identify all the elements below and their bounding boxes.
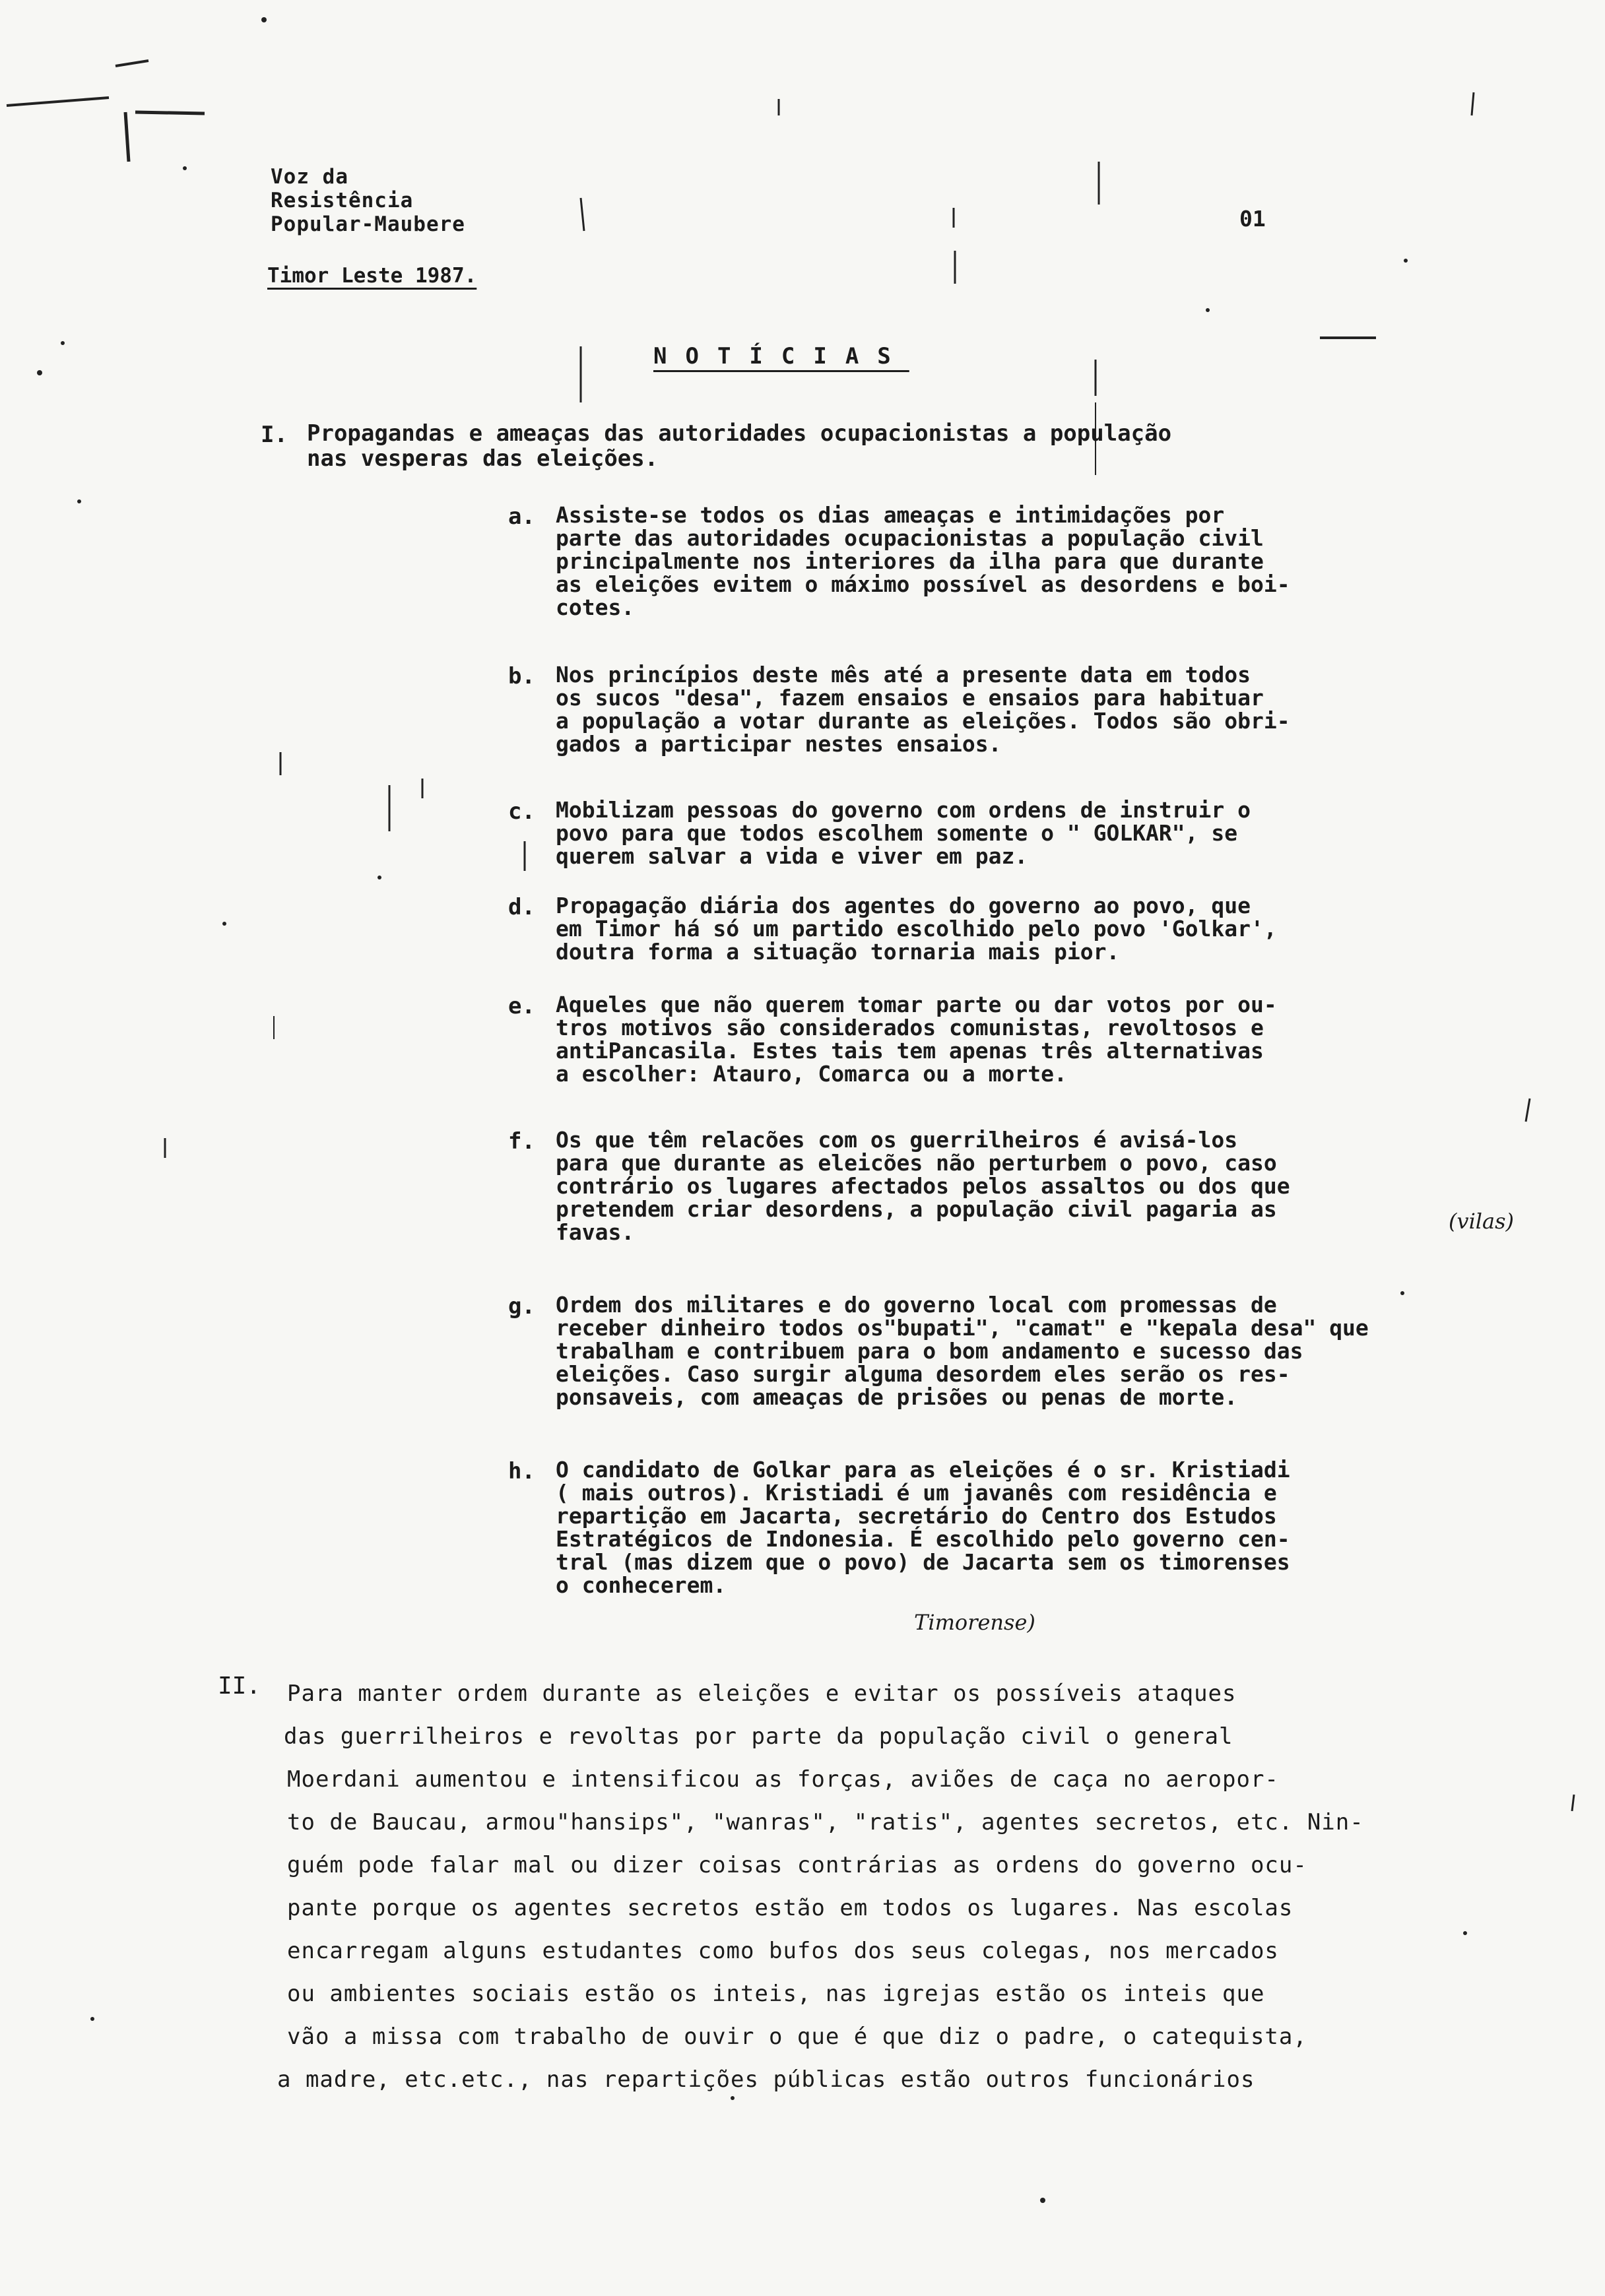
text-line: O candidato de Golkar para as eleições é o sr. Kristiadi xyxy=(556,1457,1290,1483)
item-text xyxy=(556,798,1251,868)
text-line: encarregam alguns estudantes como bufos dos seus colegas, nos mercados xyxy=(287,1938,1279,1964)
text-line: Aqueles que não querem tomar parte ou dar votos por ou- xyxy=(556,992,1277,1017)
text-line: pante porque os agentes secretos estão em todos os lugares. Nas escolas xyxy=(287,1895,1294,1921)
item-text xyxy=(556,894,1277,963)
text-line: tral (mas dizem que o povo) de Jacarta sem os timorenses xyxy=(556,1549,1290,1575)
text-line: a população a votar durante as eleições. Todos são obri- xyxy=(556,708,1290,734)
text-line: Estratégicos de Indonesia. É escolhido pelo governo cen- xyxy=(556,1526,1290,1552)
heading-line: nas vesperas das eleições. xyxy=(307,445,659,472)
text-line: contrário os lugares afectados pelos assaltos ou dos que xyxy=(556,1173,1290,1199)
text-line: principalmente nos interiores da ilha para que durante xyxy=(556,548,1264,574)
text-line: Moerdani aumentou e intensificou as forças, aviões de caça no aeropor- xyxy=(287,1766,1279,1793)
section-2-text xyxy=(277,1673,1364,2101)
text-line: ponsaveis, com ameaças de prisões ou penas de morte. xyxy=(556,1384,1238,1410)
section-2-number: II. xyxy=(218,1673,261,1700)
item-text xyxy=(556,503,1290,619)
item-label: c. xyxy=(508,798,535,825)
org-line: Resistência xyxy=(271,189,414,212)
item-label: e. xyxy=(508,993,535,1019)
org-line: Voz da xyxy=(271,165,348,189)
heading-line: Propagandas e ameaças das autoridades ocupacionistas a população xyxy=(307,420,1172,447)
text-line: to de Baucau, armou"hansips", "wanras", "ratis", agentes secretos, etc. Nin- xyxy=(287,1809,1364,1835)
page-title: NOTÍCIAS xyxy=(653,343,909,369)
page-number: 01 xyxy=(1239,206,1266,232)
text-line: parte das autoridades ocupacionistas a população civil xyxy=(556,525,1264,551)
text-line: receber dinheiro todos os"bupati", "camat" e "kepala desa" que xyxy=(556,1315,1369,1341)
item-label: a. xyxy=(508,503,535,530)
text-line: em Timor há só um partido escolhido pelo povo 'Golkar', xyxy=(556,916,1277,941)
item-text xyxy=(556,1458,1290,1597)
text-line: o conhecerem. xyxy=(556,1572,727,1598)
text-line: favas. xyxy=(556,1219,635,1245)
handwritten-note: (vilas) xyxy=(1449,1209,1515,1234)
text-line: para que durante as eleicões não perturbem o povo, caso xyxy=(556,1150,1277,1176)
text-line: guém pode falar mal ou dizer coisas contrárias as ordens do governo ocu- xyxy=(287,1852,1307,1878)
text-line: a escolher: Atauro, Comarca ou a morte. xyxy=(556,1061,1067,1087)
text-line: pretendem criar desordens, a população civil pagaria as xyxy=(556,1196,1277,1222)
text-line: eleições. Caso surgir alguma desordem eles serão os res- xyxy=(556,1361,1290,1387)
text-line: querem salvar a vida e viver em paz. xyxy=(556,843,1028,869)
text-line: doutra forma a situação tornaria mais pior. xyxy=(556,939,1120,965)
item-text xyxy=(556,993,1277,1085)
text-line: tros motivos são considerados comunistas, revoltosos e xyxy=(556,1015,1264,1040)
text-line: Mobilizam pessoas do governo com ordens de instruir o xyxy=(556,797,1251,823)
organization-name xyxy=(271,165,465,236)
text-line: as eleições evitem o máximo possível as desordens e boi- xyxy=(556,571,1290,597)
text-line: Nos princípios deste mês até a presente data em todos xyxy=(556,662,1251,687)
item-text xyxy=(556,663,1290,755)
text-line: Assiste-se todos os dias ameaças e intimidações por xyxy=(556,502,1225,528)
place-year: Timor Leste 1987. xyxy=(267,264,477,288)
text-line: antiPancasila. Estes tais tem apenas três alternativas xyxy=(556,1038,1264,1064)
text-line: a madre, etc.etc., nas repartições públicas estão outros funcionários xyxy=(277,2066,1255,2093)
org-line: Popular-Maubere xyxy=(271,212,465,236)
text-line: Propagação diária dos agentes do governo ao povo, que xyxy=(556,893,1251,918)
text-line: cotes. xyxy=(556,594,635,620)
text-line: ou ambientes sociais estão os inteis, nas igrejas estão os inteis que xyxy=(287,1981,1265,2007)
text-line: gados a participar nestes ensaios. xyxy=(556,731,1002,757)
text-line: vão a missa com trabalho de ouvir o que é que diz o padre, o catequista, xyxy=(287,2024,1307,2050)
text-line: os sucos "desa", fazem ensaios e ensaios para habituar xyxy=(556,685,1264,711)
item-text xyxy=(556,1128,1290,1244)
text-line: Os que têm relacões com os guerrilheiros é avisá-los xyxy=(556,1127,1238,1153)
item-label: g. xyxy=(508,1293,535,1320)
item-text xyxy=(556,1293,1369,1409)
text-line: das guerrilheiros e revoltas por parte da população civil o general xyxy=(284,1723,1233,1750)
text-line: ( mais outros). Kristiadi é um javanês com residência e xyxy=(556,1480,1277,1506)
item-label: d. xyxy=(508,894,535,920)
text-line: trabalham e contribuem para o bom andamento e sucesso das xyxy=(556,1338,1303,1364)
item-label: b. xyxy=(508,663,535,689)
text-line: povo para que todos escolhem somente o " GOLKAR", se xyxy=(556,820,1238,846)
handwritten-note: Timorense) xyxy=(914,1610,1035,1635)
text-line: Ordem dos militares e do governo local com promessas de xyxy=(556,1292,1277,1318)
item-label: f. xyxy=(508,1128,535,1155)
section-1-heading xyxy=(307,421,1171,471)
item-label: h. xyxy=(508,1458,535,1484)
text-line: Para manter ordem durante as eleições e evitar os possíveis ataques xyxy=(287,1680,1237,1707)
text-line: repartição em Jacarta, secretário do Centro dos Estudos xyxy=(556,1503,1277,1529)
section-1-number: I. xyxy=(261,422,288,448)
